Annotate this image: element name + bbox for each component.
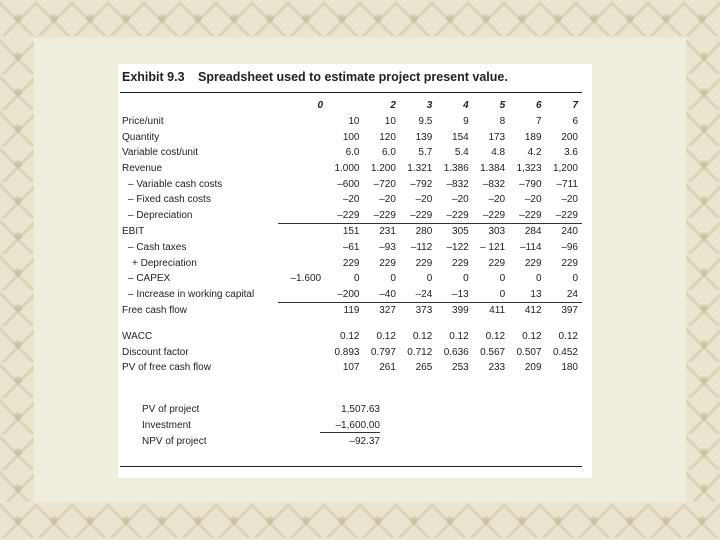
table-cell: 107: [342, 362, 360, 374]
table-cell: 180: [561, 362, 578, 374]
table-cell: 0.797: [370, 346, 396, 358]
table-cell: –20: [561, 194, 578, 206]
table-cell: [278, 240, 327, 256]
table-cell: –40: [364, 287, 400, 303]
year-header: 3: [426, 99, 433, 111]
pv-row-project: [140, 402, 380, 418]
table-cell: –229: [473, 208, 509, 224]
table-row: [120, 192, 582, 208]
table-cell: –229: [509, 208, 545, 224]
table-cell: 5.4: [454, 147, 469, 159]
row-label: Free cash flow: [122, 305, 188, 317]
table-row: [120, 344, 582, 360]
table-cell: 240: [561, 226, 578, 238]
table-cell: 9: [463, 116, 469, 128]
table-row: [120, 271, 582, 287]
pv-row-investment: [140, 418, 380, 434]
table-cell: –792: [410, 178, 433, 190]
table-cell: 327: [379, 305, 396, 317]
table-cell: 303: [488, 226, 506, 238]
table-cell: –20: [524, 194, 542, 206]
table-cell: –229: [327, 208, 363, 224]
table-cell: 10: [384, 116, 396, 128]
table-cell: [278, 161, 327, 177]
year-header: 5: [499, 99, 506, 111]
table-cell: 0: [463, 273, 469, 285]
table-cell: 173: [488, 131, 506, 143]
exhibit-title: [122, 70, 584, 90]
table-cell: 229: [379, 257, 396, 269]
table-cell: 229: [524, 257, 542, 269]
table-cell: 24: [546, 287, 582, 303]
table-cell: 0: [426, 273, 433, 285]
year-header: [327, 96, 363, 114]
table-cell: 0: [499, 273, 506, 285]
table-cell: –122: [446, 242, 469, 254]
table-cell: 0: [572, 273, 578, 285]
table-cell: –790: [519, 178, 542, 190]
table-cell: –200: [327, 287, 363, 303]
pv-value: –1,600.00: [320, 420, 380, 433]
table-cell: 7: [535, 116, 542, 128]
year-header: 6: [535, 99, 542, 111]
table-cell: 373: [415, 305, 433, 317]
table-cell: –600: [337, 178, 360, 190]
table-cell: –20: [452, 194, 469, 206]
table-cell: 0: [535, 273, 542, 285]
table-cell: [278, 145, 327, 161]
spreadsheet-table: [120, 96, 582, 376]
decorative-border-bottom: [0, 502, 720, 540]
table-cell: 265: [415, 362, 433, 374]
table-row: [120, 208, 582, 224]
table-row: [120, 329, 582, 345]
table-cell: –229: [364, 208, 400, 224]
row-label: Price/unit: [122, 116, 164, 128]
table-cell: –1.600: [290, 273, 322, 285]
table-cell: – 121: [480, 242, 506, 254]
table-row: [120, 360, 582, 376]
table-cell: –20: [415, 194, 433, 206]
table-cell: 3.6: [564, 147, 578, 159]
table-cell: 0.567: [480, 346, 506, 358]
table-row: [120, 145, 582, 161]
year-header: 7: [572, 99, 578, 111]
table-cell: 0.12: [449, 331, 469, 343]
table-cell: –93: [379, 242, 396, 254]
decorative-border-left: [0, 38, 34, 502]
table-cell: 261: [379, 362, 396, 374]
table-cell: –24: [400, 287, 436, 303]
table-cell: 120: [379, 131, 396, 143]
table-row: [120, 255, 582, 271]
table-cell: 0.507: [516, 346, 542, 358]
table-cell: [278, 255, 327, 271]
table-cell: 100: [342, 131, 360, 143]
row-label: Variable cost/unit: [122, 147, 198, 159]
table-cell: –96: [561, 242, 578, 254]
exhibit-caption: Spreadsheet used to estimate project present value.: [198, 70, 508, 84]
table-cell: [278, 329, 327, 345]
table-cell: –229: [400, 208, 436, 224]
table-cell: 229: [342, 257, 360, 269]
table-cell: 1,323: [516, 163, 542, 175]
table-cell: 397: [561, 305, 578, 317]
row-label: Quantity: [122, 131, 160, 143]
npv-summary: [140, 402, 380, 450]
table-cell: 1.200: [370, 163, 396, 175]
bottom-rule: [120, 466, 582, 467]
table-cell: 6.0: [382, 147, 396, 159]
table-cell: 154: [452, 131, 469, 143]
spacer-cell: [120, 319, 582, 329]
spreadsheet-body: [120, 114, 582, 376]
table-cell: 233: [488, 362, 506, 374]
table-cell: 411: [489, 305, 506, 317]
table-cell: [278, 176, 327, 192]
table-cell: –229: [436, 208, 472, 224]
table-cell: [278, 192, 327, 208]
row-label: – CAPEX: [128, 273, 171, 285]
table-cell: –20: [488, 194, 506, 206]
table-cell: 6: [572, 116, 578, 128]
table-cell: 0.12: [412, 331, 433, 343]
row-label: – Cash taxes: [128, 242, 187, 254]
table-cell: [278, 114, 327, 130]
table-cell: [278, 344, 327, 360]
table-cell: 189: [524, 131, 542, 143]
table-cell: 412: [524, 305, 542, 317]
table-cell: 399: [452, 305, 469, 317]
table-row: [120, 161, 582, 177]
table-cell: 0.12: [522, 331, 542, 343]
table-cell: 1.000: [334, 163, 360, 175]
pv-label: Investment: [142, 420, 191, 431]
year-header: 0: [317, 99, 324, 111]
table-cell: 200: [561, 131, 578, 143]
table-cell: 229: [452, 257, 469, 269]
table-cell: 5.7: [418, 147, 433, 159]
decorative-border-top: [0, 0, 720, 38]
table-row: [120, 114, 582, 130]
table-cell: –20: [379, 194, 396, 206]
table-cell: –114: [520, 242, 542, 254]
table-cell: 151: [342, 226, 360, 238]
table-cell: 209: [524, 362, 542, 374]
table-cell: 0: [353, 273, 360, 285]
table-cell: 119: [343, 305, 360, 317]
spacer-row: [120, 319, 582, 329]
table-cell: 0.12: [376, 331, 396, 343]
table-row: [120, 240, 582, 256]
table-cell: 231: [379, 226, 396, 238]
row-label: PV of free cash flow: [122, 362, 211, 374]
table-cell: 0.452: [552, 346, 578, 358]
table-row: [120, 303, 582, 319]
table-cell: 305: [452, 226, 469, 238]
row-label: – Depreciation: [128, 210, 193, 222]
row-label: WACC: [122, 331, 153, 343]
table-cell: 9.5: [418, 116, 433, 128]
table-cell: –13: [436, 287, 472, 303]
table-cell: 0.636: [443, 346, 469, 358]
table-cell: 0.893: [334, 346, 360, 358]
table-cell: –112: [410, 242, 433, 254]
table-cell: 253: [452, 362, 469, 374]
table-cell: –229: [546, 208, 582, 224]
table-cell: 229: [561, 257, 578, 269]
table-cell: 4.8: [491, 147, 506, 159]
decorative-border-right: [686, 38, 720, 502]
table-row: [120, 287, 582, 303]
table-cell: 6.0: [345, 147, 360, 159]
table-cell: 229: [488, 257, 506, 269]
table-cell: 8: [499, 116, 506, 128]
table-cell: 1.321: [407, 163, 433, 175]
table-cell: [278, 224, 327, 240]
row-label: – Variable cash costs: [128, 178, 223, 190]
table-row: [120, 176, 582, 192]
pv-value: 1,507.63: [341, 404, 380, 415]
table-cell: 10: [348, 116, 360, 128]
table-cell: [278, 287, 327, 303]
row-label: Discount factor: [122, 346, 189, 358]
exhibit-panel: [118, 64, 592, 478]
table-cell: 0.12: [340, 331, 360, 343]
pv-label: PV of project: [142, 404, 200, 415]
table-cell: 0.12: [485, 331, 506, 343]
title-rule: [120, 92, 582, 93]
table-cell: 284: [524, 226, 542, 238]
table-cell: 4.2: [527, 147, 542, 159]
table-cell: –832: [446, 178, 469, 190]
table-cell: 0.712: [407, 346, 433, 358]
table-cell: –720: [373, 178, 396, 190]
table-row: [120, 130, 582, 146]
table-cell: [278, 130, 327, 146]
table-cell: 13: [509, 287, 545, 303]
year-header-label: [120, 96, 278, 114]
pv-row-npv: [140, 434, 380, 450]
row-label: – Fixed cash costs: [128, 194, 211, 206]
row-label: – Increase in working capital: [128, 289, 255, 301]
table-cell: –20: [342, 194, 360, 206]
year-header-row: [120, 96, 582, 114]
pv-label: NPV of project: [142, 436, 207, 447]
table-cell: 0.12: [558, 331, 578, 343]
table-cell: 0: [390, 273, 396, 285]
year-header: 2: [390, 99, 396, 111]
table-cell: 1,200: [552, 163, 578, 175]
table-cell: [278, 208, 327, 224]
year-header: 4: [463, 99, 469, 111]
table-cell: 139: [415, 131, 433, 143]
table-cell: 280: [415, 226, 433, 238]
table-cell: –711: [556, 178, 578, 190]
pv-value: –92.37: [349, 436, 380, 447]
table-cell: [278, 303, 327, 319]
row-label: EBIT: [122, 226, 145, 238]
table-cell: 1.386: [443, 163, 469, 175]
row-label: Revenue: [122, 163, 163, 175]
table-cell: –61: [342, 242, 360, 254]
exhibit-label: Exhibit 9.3: [122, 70, 185, 84]
table-cell: –832: [482, 178, 506, 190]
row-label: + Depreciation: [132, 257, 197, 269]
table-row: [120, 224, 582, 240]
table-cell: 229: [415, 257, 433, 269]
table-cell: 0: [473, 287, 509, 303]
table-cell: [278, 360, 327, 376]
table-cell: 1.384: [480, 163, 506, 175]
